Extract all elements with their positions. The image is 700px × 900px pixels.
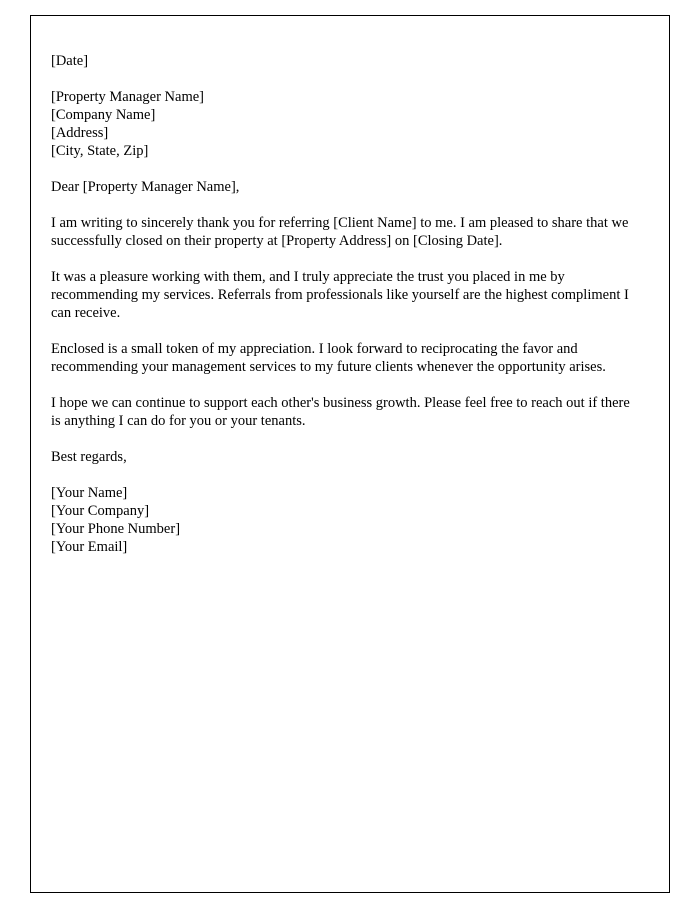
recipient-company: [Company Name] bbox=[51, 107, 156, 123]
closing: Best regards, bbox=[51, 449, 127, 465]
letter-body bbox=[51, 52, 639, 556]
recipient-address: [Address] bbox=[51, 125, 109, 141]
body-paragraph-3: Enclosed is a small token of my appreciation. I look forward to reciprocating the favor and recommending your management services to my future clients whenever the opportunity arises. bbox=[51, 341, 606, 375]
salutation: Dear [Property Manager Name], bbox=[51, 179, 240, 195]
recipient-name: [Property Manager Name] bbox=[51, 89, 204, 105]
body-paragraph-1: I am writing to sincerely thank you for referring [Client Name] to me. I am pleased to share that we successfully closed on their property at [Property Address] on [Closing Date]. bbox=[51, 215, 629, 249]
signature-phone: [Your Phone Number] bbox=[51, 521, 181, 537]
letter-date: [Date] bbox=[51, 53, 89, 69]
recipient-block bbox=[51, 88, 639, 160]
signature-block bbox=[51, 484, 639, 556]
signature-name: [Your Name] bbox=[51, 485, 128, 501]
recipient-city-state-zip: [City, State, Zip] bbox=[51, 143, 149, 159]
signature-email: [Your Email] bbox=[51, 539, 128, 555]
body-paragraph-2: It was a pleasure working with them, and I truly appreciate the trust you placed in me by recommending my services. Referrals from professionals like yourself are the highest compliment I can receive. bbox=[51, 269, 629, 321]
letter-page bbox=[30, 15, 670, 893]
body-paragraph-4: I hope we can continue to support each other's business growth. Please feel free to reach out if there is anything I can do for you or your tenants. bbox=[51, 395, 630, 429]
signature-company: [Your Company] bbox=[51, 503, 150, 519]
